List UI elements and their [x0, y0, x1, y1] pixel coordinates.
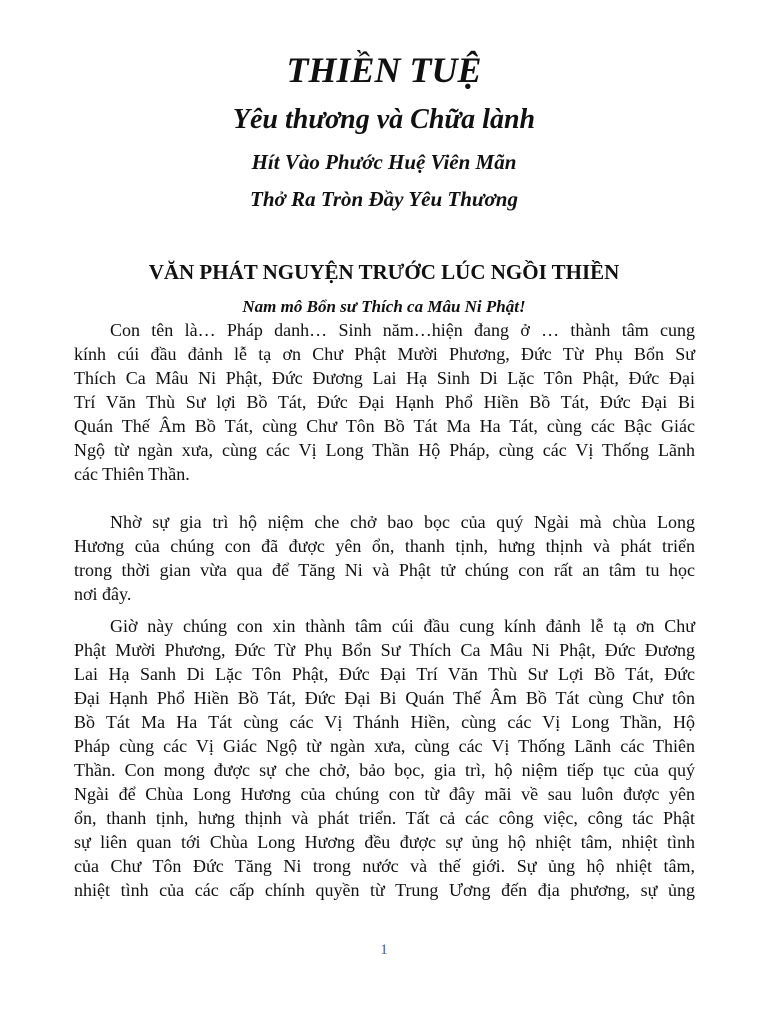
invocation-line: Nam mô Bổn sư Thích ca Mâu Ni Phật! — [242, 297, 526, 316]
paragraph-line: nơi đây. — [74, 584, 132, 604]
paragraph-line: Con tên là… Pháp danh… Sinh năm…hiện đang ở … thành tâm cung — [110, 320, 695, 340]
section-heading: VĂN PHÁT NGUYỆN TRƯỚC LÚC NGỒI THIỀN — [148, 260, 620, 284]
paragraph-1 — [74, 318, 695, 486]
paragraph-line: Đại Hạnh Phổ Hiền Bồ Tát, Đức Đại Bi Quán Thế Âm Bồ Tát cùng Chư tôn — [74, 688, 695, 708]
paragraph-line: Bồ Tát Ma Ha Tát cùng các Vị Thánh Hiền, cùng các Vị Long Thần, Hộ — [74, 712, 695, 732]
paragraph-line: Quán Thế Âm Bồ Tát, cùng Chư Tôn Bồ Tát Ma Ha Tát, cùng các Bậc Giác — [74, 416, 695, 436]
paragraph-line: Hương của chúng con đã được yên ổn, thanh tịnh, hưng thịnh và phát triển — [74, 536, 695, 556]
breath-in-line: Hít Vào Phước Huệ Viên Mãn — [251, 150, 517, 174]
paragraph-line: Nhờ sự gia trì hộ niệm che chở bao bọc của quý Ngài mà chùa Long — [110, 512, 695, 532]
page-number: 1 — [380, 942, 388, 958]
paragraph-line: các Thiên Thần. — [74, 464, 190, 484]
paragraph-line: nhiệt tình của các cấp chính quyền từ Trung Ương đến địa phương, sự ủng — [74, 880, 695, 900]
paragraph-line: kính cúi đầu đảnh lễ tạ ơn Chư Phật Mười Phương, Đức Từ Phụ Bổn Sư — [74, 344, 695, 364]
paragraph-line: Phật Mười Phương, Đức Từ Phụ Bổn Sư Thích Ca Mâu Ni Phật, Đức Đương — [74, 640, 695, 660]
paragraph-line: trong thời gian vừa qua để Tăng Ni và Phật tử chúng con rất an tâm tu học — [74, 560, 695, 580]
page-title: THIỀN TUỆ — [286, 50, 482, 90]
paragraph-line: Trí Văn Thù Sư lợi Bồ Tát, Đức Đại Hạnh Phổ Hiền Bồ Tát, Đức Đại Bi — [74, 392, 695, 412]
paragraph-line: ổn, thanh tịnh, hưng thịnh và phát triển. Tất cả các công việc, công tác Phật — [74, 808, 695, 828]
paragraph-2 — [74, 510, 695, 606]
paragraph-3 — [74, 614, 695, 902]
paragraph-line: Lai Hạ Sanh Di Lặc Tôn Phật, Đức Đại Trí Văn Thù Sư Lợi Bồ Tát, Đức — [74, 664, 695, 684]
paragraph-line: Thích Ca Mâu Ni Phật, Đức Đương Lai Hạ Sinh Di Lặc Tôn Phật, Đức Đại — [74, 368, 695, 388]
paragraph-line: Thần. Con mong được sự che chở, bảo bọc, gia trì, hộ niệm tiếp tục của quý — [74, 760, 695, 780]
paragraph-line: của Chư Tôn Đức Tăng Ni trong nước và thế giới. Sự ủng hộ nhiệt tâm, — [74, 856, 695, 876]
breath-out-line: Thở Ra Tròn Đầy Yêu Thương — [250, 187, 518, 211]
paragraph-line: Giờ này chúng con xin thành tâm cúi đầu cung kính đảnh lễ tạ ơn Chư — [110, 616, 695, 636]
paragraph-line: sự liên quan tới Chùa Long Hương đều được sự ủng hộ nhiệt tâm, nhiệt tình — [74, 832, 695, 852]
paragraph-line: Ngài để Chùa Long Hương của chúng con từ đây mãi về sau luôn được yên — [74, 784, 695, 804]
paragraph-line: Ngộ từ ngàn xưa, cùng các Vị Long Thần Hộ Pháp, cùng các Vị Thống Lãnh — [74, 440, 695, 460]
page-subtitle: Yêu thương và Chữa lành — [232, 104, 536, 135]
paragraph-line: Pháp cùng các Vị Giác Ngộ từ ngàn xưa, cùng các Vị Thống Lãnh các Thiên — [74, 736, 695, 756]
